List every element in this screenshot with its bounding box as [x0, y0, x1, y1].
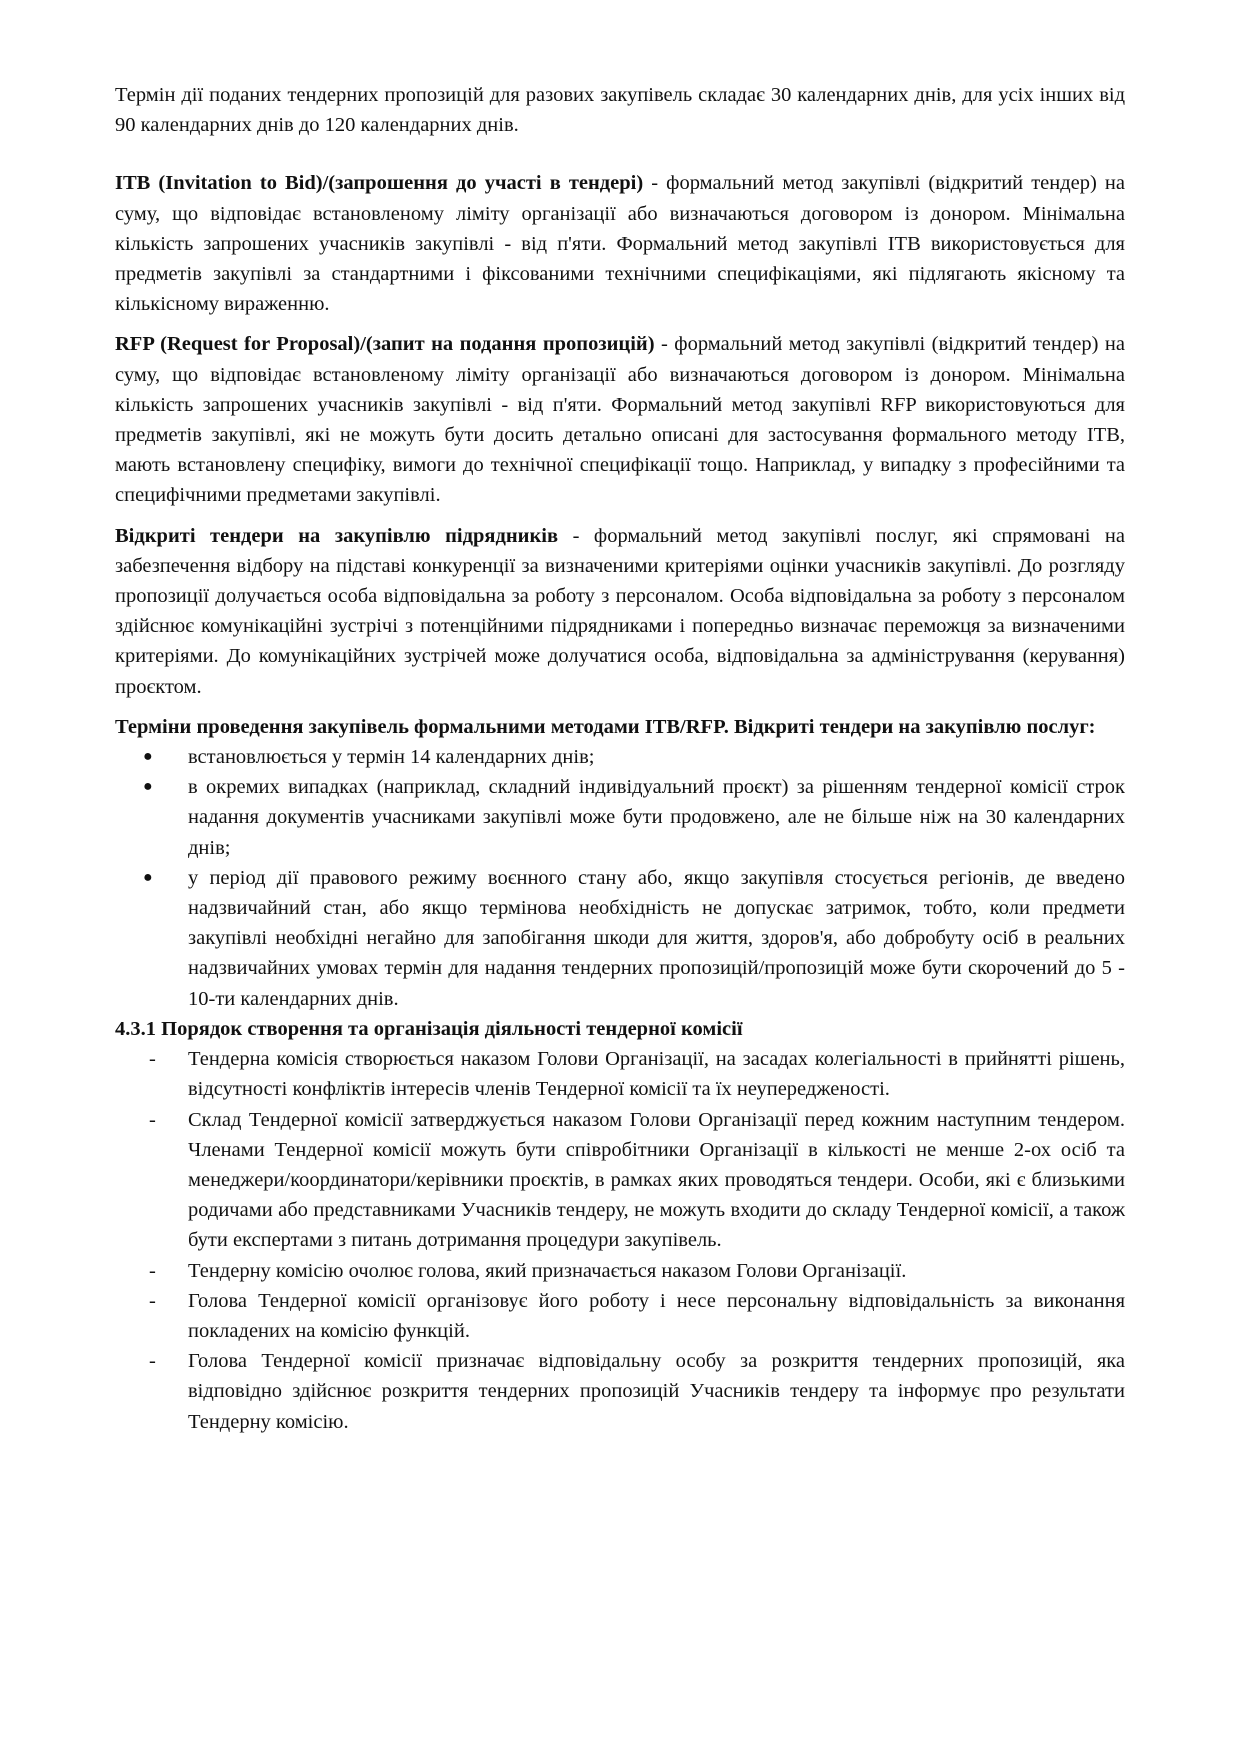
- section-dash-list: [115, 1044, 1125, 1437]
- contractors-paragraph: [115, 521, 1125, 702]
- list-item: - Голова Тендерної комісії призначає відповідальну особу за розкриття тендерних пропозицій, яка відповідно здійснює розкриття тендерних пропозицій Учасників тендеру та інформує про результати Тендерну комісію.: [115, 1346, 1125, 1437]
- list-item: - Голова Тендерної комісії організовує його роботу і несе персональну відповідальність за виконання покладених на комісію функцій.: [115, 1286, 1125, 1346]
- itb-title: ITB (Invitation to Bid)/(запрошення до участі в тендері): [115, 172, 644, 195]
- bullet-icon: ●: [143, 748, 153, 766]
- contractors-body: - формальний метод закупівлі послуг, які спрямовані на забезпечення відбору на підставі конкуренції за визначеними критеріями оцінки учасників закупівлі. До розгляду пропозиції долучається особа відповідальна за роботу з персоналом. Особа відповідальна за роботу з персоналом здійснює комунікаційні зустрічі з потенційними підрядниками і попередньо визначає переможця за визначеними критеріями. До комунікаційних зустрічей може долучатися особа, відповідальна за адміністрування (керування) проєктом.: [115, 524, 1125, 698]
- rfp-paragraph: [115, 329, 1125, 510]
- document-page: [115, 80, 1125, 1437]
- section-heading: 4.3.1 Порядок створення та організація діяльності тендерної комісії: [115, 1017, 743, 1040]
- list-item: ● у період дії правового режиму воєнного стану або, якщо закупівля стосується регіонів, де введено надзвичайний стан, або якщо термінова необхідність не допускає затримок, тобто, коли предмети закупівлі необхідні негайно для запобігання шкоди для життя, здоров'я, або добробуту осіб в реальних надзвичайних умовах термін для надання тендерних пропозицій/пропозицій може бути скорочений до 5 - 10-ти календарних днів.: [115, 863, 1125, 1014]
- itb-paragraph: [115, 168, 1125, 319]
- rfp-body: - формальний метод закупівлі (відкритий тендер) на суму, що відповідає встановленому ліміту організації або визначаються договором із донором. Мінімальна кількість запрошених учасників закупівлі - від п'яти. Формальний метод закупівлі RFP використовуються для предметів закупівлі, які не можуть бути досить детально описані для застосування формального методу ITB, мають встановлену специфіку, вимоги до технічної специфікації тощо. Наприклад, у випадку з професійними та специфічними предметами закупівлі.: [115, 333, 1125, 507]
- bullet-icon: ●: [143, 868, 153, 886]
- dash-icon: -: [149, 1350, 156, 1373]
- dash-icon: -: [149, 1108, 156, 1131]
- terms-bullet-list: [115, 742, 1125, 1014]
- list-item: - Склад Тендерної комісії затверджується наказом Голови Організації перед кожним наступним тендером. Членами Тендерної комісії можуть бути співробітники Організації в кількості не менше 2-ох осіб та менеджери/координатори/керівники проєктів, в рамках яких проводяться тендери. Особи, які є близькими родичами або представниками Учасників тендеру, не можуть входити до складу Тендерної комісії, а також бути експертами з питань дотримання процедури закупівель.: [115, 1105, 1125, 1256]
- list-item: - Тендерна комісія створюється наказом Голови Організації, на засадах колегіальності в прийнятті рішень, відсутності конфліктів інтересів членів Тендерної комісії та їх неупередженості.: [115, 1044, 1125, 1104]
- dash-icon: -: [149, 1048, 156, 1071]
- itb-body: - формальний метод закупівлі (відкритий тендер) на суму, що відповідає встановленому ліміту організації або визначаються договором із донором. Мінімальна кількість запрошених учасників закупівлі - від п'яти. Формальний метод закупівлі ITB використовується для предметів закупівлі за стандартними і фіксованими технічними специфікаціями, які підлягають якісному та кількісному вираженню.: [115, 172, 1125, 316]
- rfp-title: RFP (Request for Proposal)/(запит на подання пропозицій): [115, 333, 655, 356]
- contractors-title: Відкриті тендери на закупівлю підрядників: [115, 524, 559, 547]
- list-item: - Тендерну комісію очолює голова, який призначається наказом Голови Організації.: [115, 1256, 1125, 1286]
- dash-icon: -: [149, 1259, 156, 1282]
- dash-icon: -: [149, 1289, 156, 1312]
- list-item: ● встановлюється у термін 14 календарних днів;: [115, 742, 1125, 772]
- validity-paragraph: Термін дії поданих тендерних пропозицій для разових закупівель складає 30 календарних днів, для усіх інших від 90 календарних днів до 120 календарних днів.: [115, 84, 1125, 137]
- list-item: ● в окремих випадках (наприклад, складний індивідуальний проєкт) за рішенням тендерної комісії строк надання документів учасниками закупівлі може бути продовжено, але не більше ніж на 30 календарних днів;: [115, 772, 1125, 863]
- terms-heading: Терміни проведення закупівель формальними методами ITB/RFP. Відкриті тендери на закупівлю послуг:: [115, 715, 1096, 738]
- bullet-icon: ●: [143, 778, 153, 796]
